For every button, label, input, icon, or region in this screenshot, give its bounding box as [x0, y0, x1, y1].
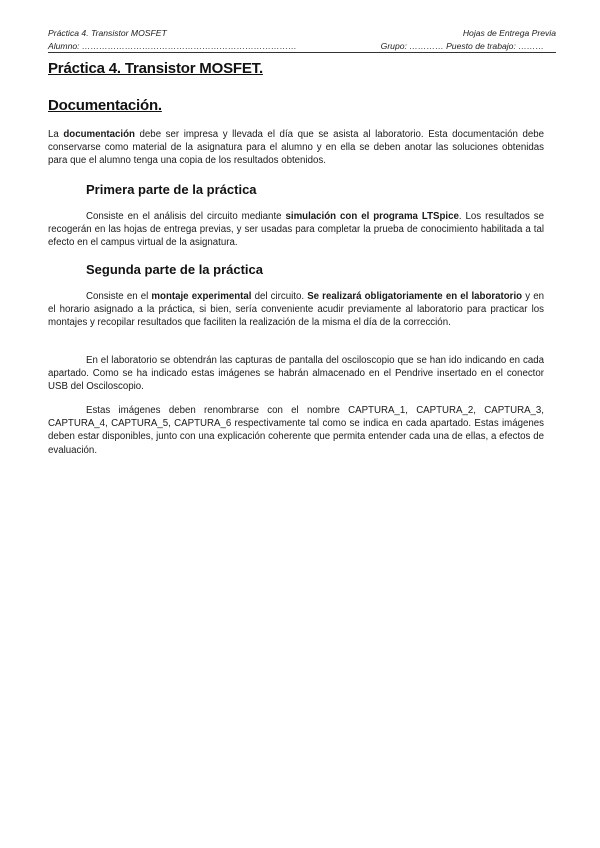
part1-heading: Primera parte de la práctica — [86, 182, 257, 197]
part2-heading: Segunda parte de la práctica — [86, 262, 264, 277]
part2-paragraph-2: En el laboratorio se obtendrán las capturas de pantalla del osciloscopio que se han ido indicando en cada apartado. Como se ha indicado estas imágenes se habrán almacenado en el Pendrive insertado en el conector USB del Osciloscopio. — [48, 355, 544, 393]
student-info-line — [48, 41, 556, 51]
bold-montaje: montaje experimental — [151, 291, 252, 302]
running-header — [48, 28, 556, 38]
group-workstation — [381, 41, 544, 51]
header-title-right: Hojas de Entrega Previa — [462, 28, 556, 38]
bold-ltspice: simulación con el programa LTSpice — [285, 211, 459, 222]
part2-paragraph-3: Estas imágenes deben renombrarse con el nombre CAPTURA_1, CAPTURA_2, CAPTURA_3, CAPTURA_4, CAPTURA_5, CAPTURA_6 respectivamente tal como se indica en cada apartado. Estas imágenes deben estar disponibles, junto con una explicación coherente que permita entender cada una de ellas, a efectos de evaluación. — [48, 405, 544, 456]
bold-documentacion: documentación — [63, 129, 135, 140]
alumno-field: Alumno: ………………………………………………………………… — [48, 41, 297, 51]
section-title: Documentación. — [48, 97, 162, 114]
bold-obligatorio: Se realizará obligatoriamente en el laboratorio — [307, 291, 523, 302]
part2-paragraph-1: Consiste en el montaje experimental del circuito. Se realizará obligatoriamente en el laboratorio y en el horario asignado a la práctica, si bien, sería conveniente acudir previamente al laboratorio para practicar los montajes y recopilar resultados que faciliten la realización de la misma el día de la corrección. — [48, 291, 544, 329]
grupo-field: Grupo: ………… — [380, 41, 444, 51]
intro-paragraph: La documentación debe ser impresa y llevada el día que se asista al laboratorio. Esta documentación debe conservarse como material de la asignatura para el alumno y en ella se deben anotar las soluciones obtenidas para que el alumno tenga una copia de los resultados obtenidos. — [48, 129, 544, 167]
header-title-left: Práctica 4. Transistor MOSFET — [48, 28, 167, 38]
header-divider — [48, 52, 556, 53]
document-title: Práctica 4. Transistor MOSFET. — [48, 60, 263, 77]
puesto-field: Puesto de trabajo: ……… — [446, 41, 544, 51]
part1-paragraph: Consiste en el análisis del circuito mediante simulación con el programa LTSpice. Los resultados se recogerán en las hojas de entrega previas, y ser usadas para completar la prueba de conocimiento habilitada a tal efecto en el campus virtual de la asignatura. — [48, 211, 544, 249]
